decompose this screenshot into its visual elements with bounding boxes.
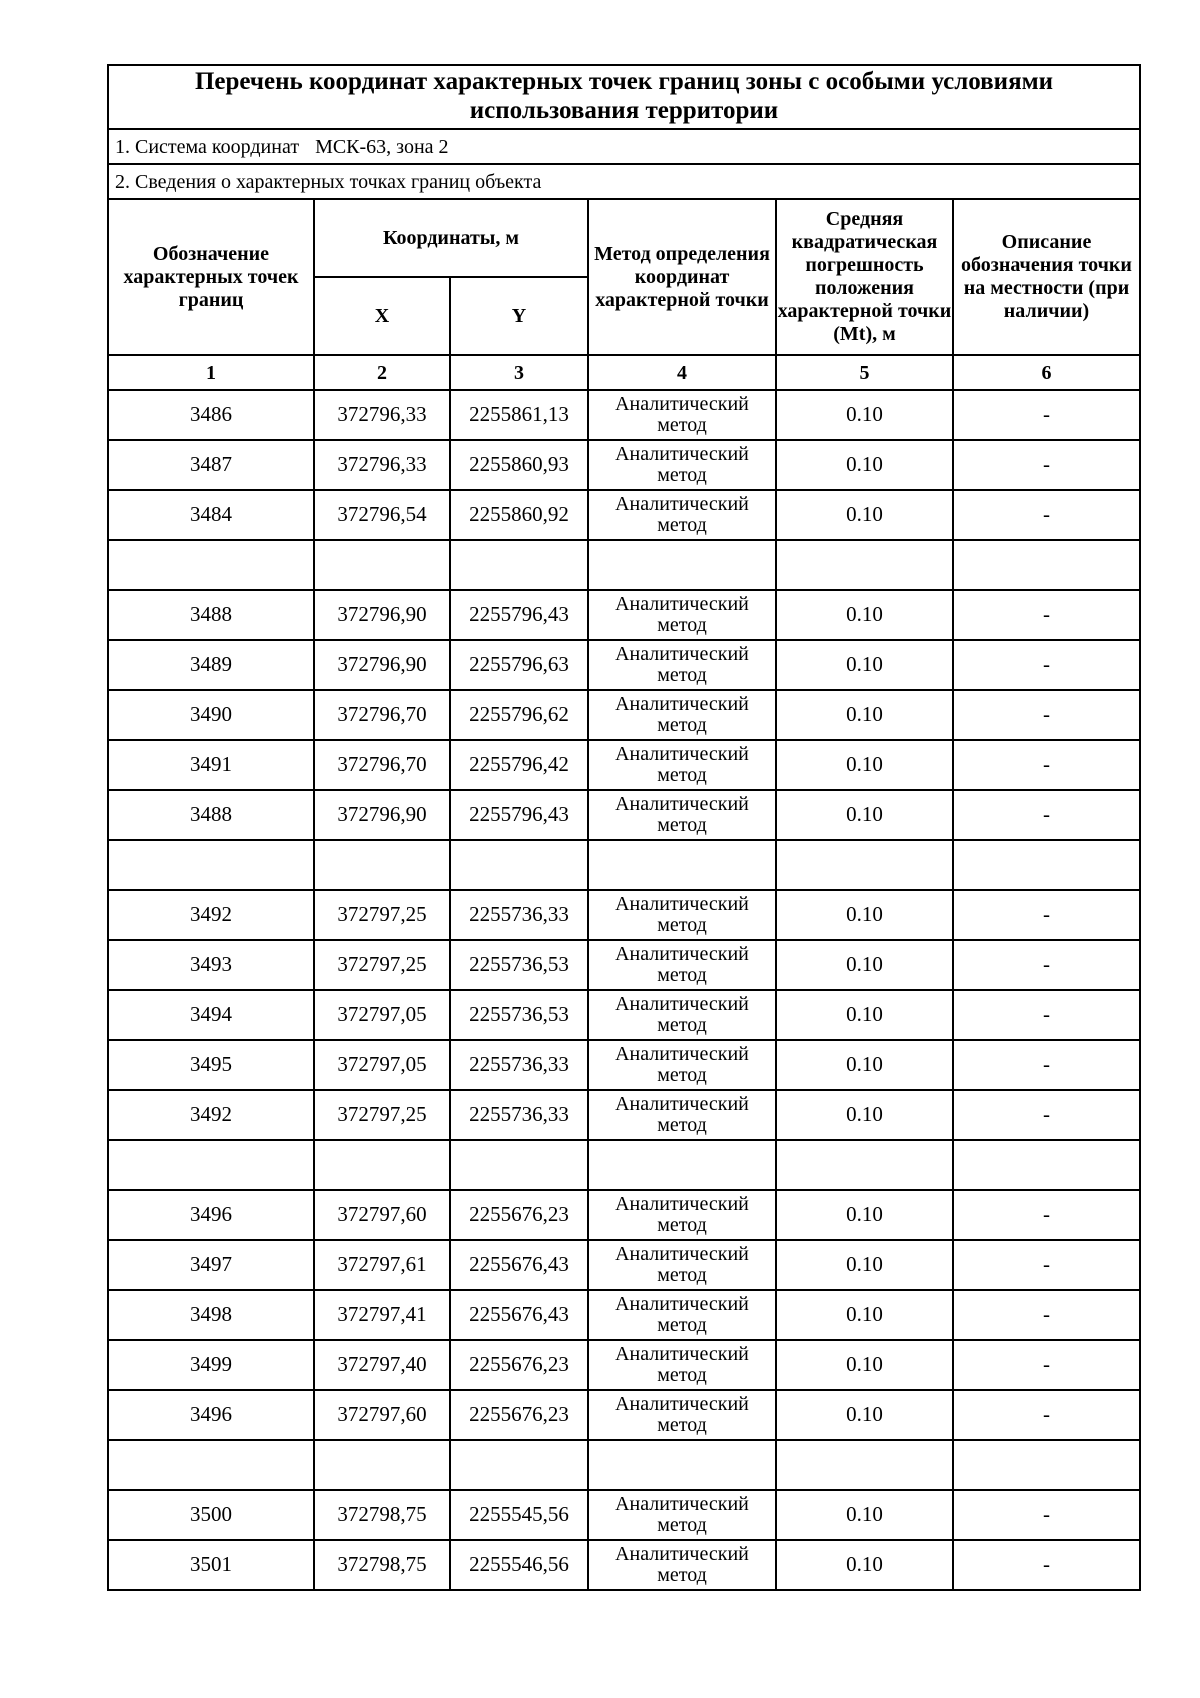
method-cell: Аналитический метод (588, 490, 776, 540)
table-row (108, 540, 1140, 590)
header-description: Описание обозначения точки на местности (при наличии) (953, 199, 1140, 355)
y-coordinate-cell (450, 1140, 588, 1190)
column-number: 6 (953, 355, 1140, 390)
method-cell: Аналитический метод (588, 940, 776, 990)
x-coordinate-cell: 372797,25 (314, 940, 450, 990)
header-coordinates: Координаты, м (314, 199, 588, 277)
x-coordinate-cell: 372797,05 (314, 1040, 450, 1090)
header-y: Y (450, 277, 588, 355)
method-cell: Аналитический метод (588, 1240, 776, 1290)
point-id-cell: 3496 (108, 1390, 314, 1440)
table-row (108, 1040, 1140, 1090)
y-coordinate-cell: 2255676,23 (450, 1340, 588, 1390)
method-cell: Аналитический метод (588, 1340, 776, 1390)
x-coordinate-cell: 372797,25 (314, 890, 450, 940)
table-row (108, 1090, 1140, 1140)
method-cell: Аналитический метод (588, 790, 776, 840)
error-cell: 0.10 (776, 990, 953, 1040)
y-coordinate-cell: 2255736,53 (450, 940, 588, 990)
y-coordinate-cell: 2255736,53 (450, 990, 588, 1040)
table-row (108, 940, 1140, 990)
point-id-cell: 3490 (108, 690, 314, 740)
description-cell (953, 1440, 1140, 1490)
point-id-cell: 3494 (108, 990, 314, 1040)
description-cell: - (953, 1290, 1140, 1340)
point-id-cell: 3492 (108, 890, 314, 940)
x-coordinate-cell: 372797,60 (314, 1190, 450, 1240)
point-id-cell: 3488 (108, 790, 314, 840)
description-cell: - (953, 490, 1140, 540)
table-row (108, 790, 1140, 840)
error-cell: 0.10 (776, 1490, 953, 1540)
header-error: Средняя квадратическая погрешность положения характерной точки (Mt), м (776, 199, 953, 355)
header-method: Метод определения координат характерной точки (588, 199, 776, 355)
x-coordinate-cell (314, 1440, 450, 1490)
error-cell: 0.10 (776, 890, 953, 940)
point-id-cell (108, 1140, 314, 1190)
description-cell: - (953, 390, 1140, 440)
x-coordinate-cell: 372798,75 (314, 1540, 450, 1590)
header-x: X (314, 277, 450, 355)
description-cell: - (953, 1190, 1140, 1240)
column-number: 4 (588, 355, 776, 390)
description-cell: - (953, 1040, 1140, 1090)
y-coordinate-cell: 2255796,63 (450, 640, 588, 690)
y-coordinate-cell: 2255860,92 (450, 490, 588, 540)
x-coordinate-cell (314, 840, 450, 890)
x-coordinate-cell: 372796,90 (314, 590, 450, 640)
point-id-cell: 3498 (108, 1290, 314, 1340)
description-cell: - (953, 740, 1140, 790)
error-cell: 0.10 (776, 1190, 953, 1240)
error-cell: 0.10 (776, 390, 953, 440)
point-id-cell: 3496 (108, 1190, 314, 1240)
table-row (108, 640, 1140, 690)
coordinate-system-label: 1. Система координат (115, 135, 300, 158)
method-cell: Аналитический метод (588, 1040, 776, 1090)
x-coordinate-cell (314, 1140, 450, 1190)
y-coordinate-cell (450, 540, 588, 590)
error-cell: 0.10 (776, 940, 953, 990)
description-cell (953, 540, 1140, 590)
column-number: 2 (314, 355, 450, 390)
point-id-cell: 3495 (108, 1040, 314, 1090)
y-coordinate-cell: 2255860,93 (450, 440, 588, 490)
y-coordinate-cell: 2255796,42 (450, 740, 588, 790)
description-cell: - (953, 640, 1140, 690)
point-id-cell: 3489 (108, 640, 314, 690)
y-coordinate-cell: 2255736,33 (450, 1040, 588, 1090)
table-row (108, 740, 1140, 790)
error-cell: 0.10 (776, 1390, 953, 1440)
x-coordinate-cell: 372797,61 (314, 1240, 450, 1290)
header-point-designation: Обозначение характерных точек границ (108, 199, 314, 355)
point-id-cell: 3487 (108, 440, 314, 490)
description-cell: - (953, 1540, 1140, 1590)
error-cell: 0.10 (776, 690, 953, 740)
error-cell (776, 1140, 953, 1190)
error-cell: 0.10 (776, 1040, 953, 1090)
table-row (108, 990, 1140, 1040)
point-id-cell: 3500 (108, 1490, 314, 1540)
method-cell: Аналитический метод (588, 440, 776, 490)
description-cell: - (953, 790, 1140, 840)
point-id-cell (108, 540, 314, 590)
error-cell: 0.10 (776, 490, 953, 540)
column-number: 1 (108, 355, 314, 390)
y-coordinate-cell (450, 1440, 588, 1490)
x-coordinate-cell: 372797,05 (314, 990, 450, 1040)
method-cell: Аналитический метод (588, 1190, 776, 1240)
x-coordinate-cell: 372797,25 (314, 1090, 450, 1140)
point-id-cell: 3488 (108, 590, 314, 640)
method-cell: Аналитический метод (588, 1540, 776, 1590)
point-id-cell: 3497 (108, 1240, 314, 1290)
method-cell: Аналитический метод (588, 640, 776, 690)
description-cell: - (953, 1090, 1140, 1140)
table-row (108, 1340, 1140, 1390)
table-row (108, 490, 1140, 540)
column-numbers-row (108, 355, 1140, 390)
table-row (108, 890, 1140, 940)
method-cell (588, 1440, 776, 1490)
method-cell: Аналитический метод (588, 690, 776, 740)
y-coordinate-cell: 2255546,56 (450, 1540, 588, 1590)
table-row (108, 1140, 1140, 1190)
table-row (108, 590, 1140, 640)
y-coordinate-cell: 2255676,43 (450, 1290, 588, 1340)
table-row (108, 1390, 1140, 1440)
point-id-cell: 3501 (108, 1540, 314, 1590)
description-cell: - (953, 690, 1140, 740)
y-coordinate-cell: 2255736,33 (450, 890, 588, 940)
method-cell: Аналитический метод (588, 890, 776, 940)
table-row (108, 440, 1140, 490)
method-cell: Аналитический метод (588, 390, 776, 440)
error-cell: 0.10 (776, 590, 953, 640)
table-row (108, 1240, 1140, 1290)
x-coordinate-cell: 372796,54 (314, 490, 450, 540)
error-cell: 0.10 (776, 1540, 953, 1590)
error-cell (776, 840, 953, 890)
error-cell: 0.10 (776, 640, 953, 690)
method-cell: Аналитический метод (588, 1290, 776, 1340)
x-coordinate-cell: 372798,75 (314, 1490, 450, 1540)
x-coordinate-cell: 372796,70 (314, 740, 450, 790)
table-row (108, 690, 1140, 740)
y-coordinate-cell: 2255796,43 (450, 590, 588, 640)
description-cell: - (953, 440, 1140, 490)
method-cell: Аналитический метод (588, 990, 776, 1040)
y-coordinate-cell: 2255676,23 (450, 1390, 588, 1440)
method-cell (588, 1140, 776, 1190)
table-row (108, 840, 1140, 890)
description-cell (953, 840, 1140, 890)
description-cell: - (953, 590, 1140, 640)
description-cell (953, 1140, 1140, 1190)
description-cell: - (953, 1340, 1140, 1390)
point-id-cell: 3484 (108, 490, 314, 540)
description-cell: - (953, 1390, 1140, 1440)
error-cell: 0.10 (776, 1090, 953, 1140)
y-coordinate-cell: 2255796,43 (450, 790, 588, 840)
y-coordinate-cell: 2255736,33 (450, 1090, 588, 1140)
method-cell: Аналитический метод (588, 740, 776, 790)
column-number: 3 (450, 355, 588, 390)
point-id-cell: 3499 (108, 1340, 314, 1390)
method-cell (588, 840, 776, 890)
x-coordinate-cell: 372797,40 (314, 1340, 450, 1390)
description-cell: - (953, 1490, 1140, 1540)
description-cell: - (953, 990, 1140, 1040)
method-cell (588, 540, 776, 590)
method-cell: Аналитический метод (588, 1390, 776, 1440)
x-coordinate-cell: 372796,33 (314, 390, 450, 440)
x-coordinate-cell: 372797,41 (314, 1290, 450, 1340)
table-row (108, 390, 1140, 440)
error-cell: 0.10 (776, 440, 953, 490)
coordinates-table (107, 64, 1141, 1591)
x-coordinate-cell: 372796,70 (314, 690, 450, 740)
description-cell: - (953, 940, 1140, 990)
table-row (108, 1290, 1140, 1340)
y-coordinate-cell (450, 840, 588, 890)
point-id-cell: 3493 (108, 940, 314, 990)
table-row (108, 1540, 1140, 1590)
y-coordinate-cell: 2255676,23 (450, 1190, 588, 1240)
description-cell: - (953, 890, 1140, 940)
point-id-cell: 3486 (108, 390, 314, 440)
coordinate-system-value: МСК-63, зона 2 (315, 135, 449, 158)
section-label: 2. Сведения о характерных точках границ объекта (108, 164, 1140, 199)
x-coordinate-cell: 372796,90 (314, 790, 450, 840)
method-cell: Аналитический метод (588, 1090, 776, 1140)
x-coordinate-cell (314, 540, 450, 590)
table-row (108, 1440, 1140, 1490)
point-id-cell (108, 1440, 314, 1490)
y-coordinate-cell: 2255796,62 (450, 690, 588, 740)
y-coordinate-cell: 2255545,56 (450, 1490, 588, 1540)
table-row (108, 1490, 1140, 1540)
error-cell (776, 540, 953, 590)
error-cell (776, 1440, 953, 1490)
error-cell: 0.10 (776, 740, 953, 790)
error-cell: 0.10 (776, 790, 953, 840)
x-coordinate-cell: 372796,33 (314, 440, 450, 490)
point-id-cell: 3491 (108, 740, 314, 790)
method-cell: Аналитический метод (588, 590, 776, 640)
y-coordinate-cell: 2255676,43 (450, 1240, 588, 1290)
coordinate-system-row (108, 129, 1140, 164)
error-cell: 0.10 (776, 1340, 953, 1390)
column-number: 5 (776, 355, 953, 390)
method-cell: Аналитический метод (588, 1490, 776, 1540)
description-cell: - (953, 1240, 1140, 1290)
x-coordinate-cell: 372797,60 (314, 1390, 450, 1440)
point-id-cell: 3492 (108, 1090, 314, 1140)
error-cell: 0.10 (776, 1290, 953, 1340)
point-id-cell (108, 840, 314, 890)
y-coordinate-cell: 2255861,13 (450, 390, 588, 440)
x-coordinate-cell: 372796,90 (314, 640, 450, 690)
table-row (108, 1190, 1140, 1240)
document-title: Перечень координат характерных точек границ зоны с особыми условиями использования территории (108, 65, 1140, 129)
error-cell: 0.10 (776, 1240, 953, 1290)
